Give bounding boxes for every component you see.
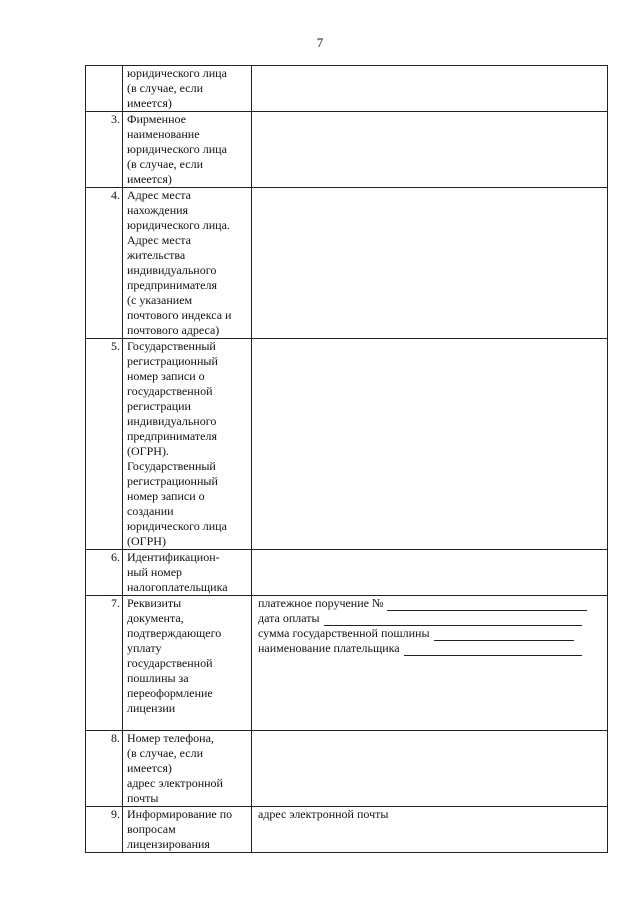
row-value[interactable] xyxy=(252,112,608,188)
notification-email-cell[interactable]: адрес электронной почты xyxy=(252,807,608,853)
table-row xyxy=(86,66,608,112)
table-row xyxy=(86,112,608,188)
row-number: 4. xyxy=(86,188,123,339)
row-number: 7. xyxy=(86,596,123,731)
row-label-payment-details: Реквизиты документа, подтверждающего уплату государственной пошлины за переоформление лицензии xyxy=(123,596,252,731)
payment-date-label: дата оплаты xyxy=(258,611,320,625)
payment-order-field[interactable] xyxy=(387,599,587,611)
row-number: 8. xyxy=(86,731,123,807)
payer-name-line xyxy=(258,641,607,656)
row-label-company-name: Фирменное наименование юридического лица (в случае, если имеется) xyxy=(123,112,252,188)
row-label-legal-entity-cont: юридического лица (в случае, если имеется) xyxy=(123,66,252,112)
row-value[interactable] xyxy=(252,731,608,807)
row-label-inn: Идентификацион- ный номер налогоплательщика xyxy=(123,550,252,596)
payer-name-field[interactable] xyxy=(404,644,582,656)
table-row xyxy=(86,188,608,339)
row-value[interactable] xyxy=(252,66,608,112)
row-label-notification: Информирование по вопросам лицензирования xyxy=(123,807,252,853)
row-number: 3. xyxy=(86,112,123,188)
payment-order-label: платежное поручение № xyxy=(258,596,384,610)
row-number: 6. xyxy=(86,550,123,596)
fee-amount-label: сумма государственной пошлины xyxy=(258,626,430,640)
table-row xyxy=(86,807,608,853)
row-label-ogrn: Государственный регистрационный номер записи о государственной регистрации индивидуального предпринимателя (ОГРН). Государственный регистрационный номер записи о создании юридического лица (ОГРН) xyxy=(123,339,252,550)
page-number: 7 xyxy=(316,35,324,50)
payment-date-field[interactable] xyxy=(324,614,582,626)
fee-amount-line xyxy=(258,626,607,641)
table-row xyxy=(86,550,608,596)
payment-date-line xyxy=(258,611,607,626)
payment-order-line xyxy=(258,596,607,611)
row-number: 5. xyxy=(86,339,123,550)
payment-details-cell xyxy=(252,596,608,731)
table-row xyxy=(86,731,608,807)
table-row xyxy=(86,596,608,731)
payer-name-label: наименование плательщика xyxy=(258,641,400,655)
row-label-phone-email: Номер телефона, (в случае, если имеется) адрес электронной почты xyxy=(123,731,252,807)
row-value[interactable] xyxy=(252,550,608,596)
row-number xyxy=(86,66,123,112)
row-label-address: Адрес места нахождения юридического лица. Адрес места жительства индивидуального предпринимателя (с указанием почтового индекса и почтового адреса) xyxy=(123,188,252,339)
license-form-table xyxy=(85,65,608,853)
table-row xyxy=(86,339,608,550)
row-value[interactable] xyxy=(252,188,608,339)
row-value[interactable] xyxy=(252,339,608,550)
fee-amount-field[interactable] xyxy=(434,629,574,641)
row-number: 9. xyxy=(86,807,123,853)
